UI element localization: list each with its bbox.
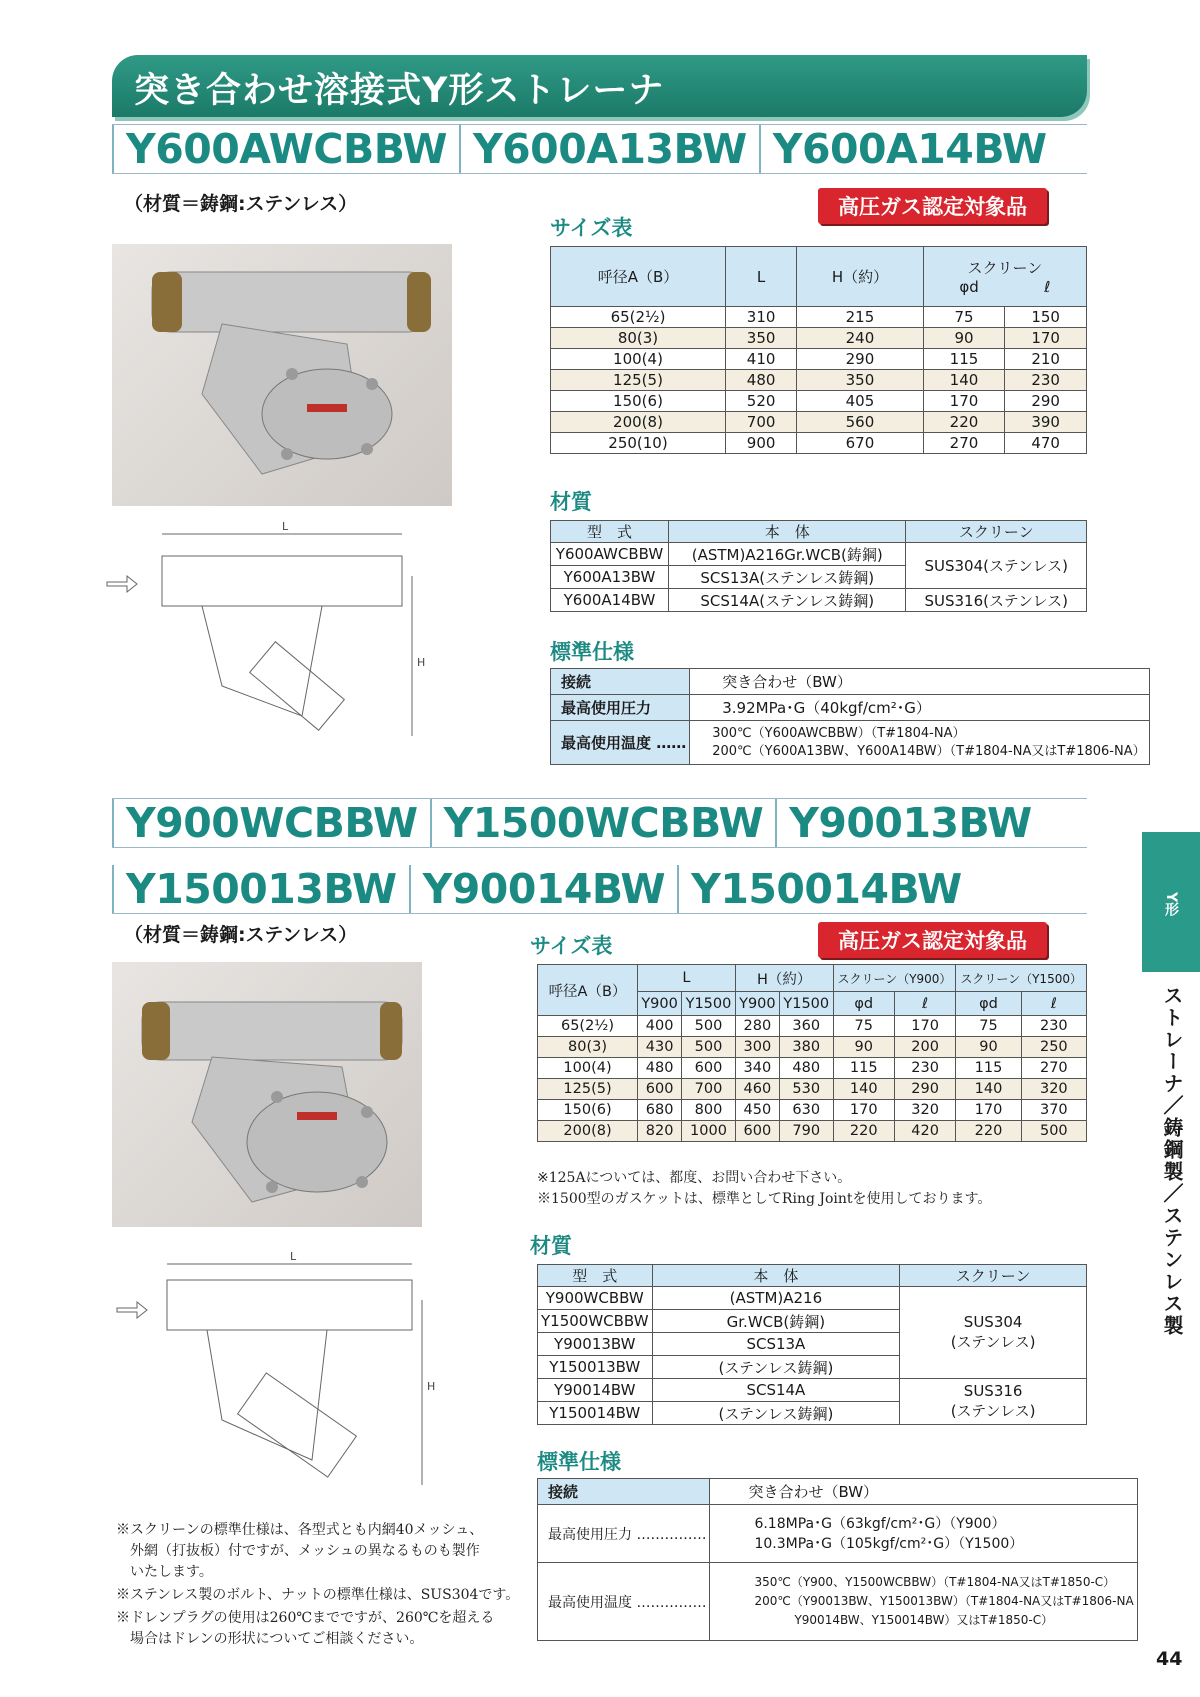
- table-cell: 600: [682, 1058, 736, 1079]
- table-cell: 450: [735, 1100, 779, 1121]
- table-row: [551, 349, 1087, 370]
- dimension-drawing: [102, 516, 432, 756]
- header-phid: φd: [833, 992, 894, 1016]
- material-body: SCS14A: [652, 1379, 900, 1402]
- spec-temp-2: 200℃（Y600A13BW、Y600A14BW）（T#1804-NA又はT#1806-NA）: [712, 743, 1146, 759]
- table-cell: 320: [1021, 1079, 1086, 1100]
- table-cell: 150(6): [551, 391, 726, 412]
- model-name: Y90013BW: [775, 799, 1044, 847]
- table-cell: 170: [1005, 328, 1087, 349]
- table-cell: 470: [1005, 433, 1087, 454]
- table-cell: 170: [956, 1100, 1021, 1121]
- spec-title: 標準仕様: [550, 640, 634, 664]
- table-cell: 90: [923, 328, 1005, 349]
- table-row: [538, 1016, 1087, 1037]
- table-cell: 680: [638, 1100, 682, 1121]
- table-cell: 630: [779, 1100, 833, 1121]
- table-cell: 500: [682, 1037, 736, 1058]
- table-cell: 370: [1021, 1100, 1086, 1121]
- table-cell: 790: [779, 1121, 833, 1142]
- table-cell: 115: [833, 1058, 894, 1079]
- header-phid: φd: [956, 992, 1021, 1016]
- spec-pressure-2: 10.3MPa･G（105kgf/cm²･G）（Y1500）: [754, 1535, 1024, 1552]
- table-note: ※125Aについては、都度、お問い合わせ下さい。: [537, 1170, 852, 1186]
- table-cell: 230: [894, 1058, 955, 1079]
- table-cell: 430: [638, 1037, 682, 1058]
- material-body: Gr.WCB(鋳鋼): [652, 1310, 900, 1333]
- table-row: [551, 433, 1087, 454]
- spec-temp-2a: 200℃（Y90013BW、Y150013BW）（T#1804-NA又はT#1806-NA: [754, 1594, 1134, 1608]
- spec-temp-label: 最高使用温度 ……………: [538, 1563, 710, 1641]
- table-row: [551, 412, 1087, 433]
- material-model: Y150013BW: [538, 1356, 653, 1379]
- table-row: [538, 1079, 1087, 1100]
- product-photo: [112, 962, 422, 1227]
- strainer-photo-illustration: [112, 962, 422, 1227]
- table-cell: 170: [894, 1016, 955, 1037]
- table-cell: 75: [833, 1016, 894, 1037]
- table-cell: 300: [735, 1037, 779, 1058]
- material-model: Y600AWCBBW: [551, 543, 669, 566]
- section2-model-names-row2: [112, 864, 1087, 914]
- table-cell: 150: [1005, 307, 1087, 328]
- table-cell: 600: [735, 1121, 779, 1142]
- header-screen: スクリーン: [906, 521, 1087, 543]
- table-cell: 140: [923, 370, 1005, 391]
- header-l: L: [726, 247, 797, 307]
- model-name: Y600A13BW: [459, 125, 759, 173]
- table-cell: 170: [923, 391, 1005, 412]
- model-name: Y150014BW: [677, 865, 974, 913]
- material-body: (ステンレス鋳鋼): [652, 1402, 900, 1425]
- table-row: [538, 1100, 1087, 1121]
- table-row: [551, 391, 1087, 412]
- table-cell: 290: [797, 349, 923, 370]
- table-cell: 200: [894, 1037, 955, 1058]
- material-screen: [900, 1379, 1087, 1425]
- dimension-drawing: [112, 1250, 452, 1500]
- table-cell: 280: [735, 1016, 779, 1037]
- table-cell: 75: [956, 1016, 1021, 1037]
- spec-connection-label: 接続: [551, 669, 690, 695]
- table-cell: 530: [779, 1079, 833, 1100]
- spec-table: [550, 668, 1150, 765]
- material-table: [537, 1264, 1087, 1425]
- table-cell: 230: [1005, 370, 1087, 391]
- svg-text:H: H: [417, 656, 426, 669]
- table-cell: 215: [797, 307, 923, 328]
- spec-table: [537, 1478, 1138, 1641]
- section1-model-names: [112, 124, 1087, 174]
- table-cell: 350: [797, 370, 923, 391]
- footnote: 場合はドレンの形状についてご相談ください。: [116, 1631, 424, 1647]
- table-cell: 115: [923, 349, 1005, 370]
- header-h: H（約）: [735, 965, 833, 992]
- svg-text:L: L: [282, 520, 289, 533]
- table-cell: 405: [797, 391, 923, 412]
- table-cell: 900: [726, 433, 797, 454]
- table-cell: 1000: [682, 1121, 736, 1142]
- table-cell: 90: [956, 1037, 1021, 1058]
- header-h-y900: Y900: [735, 992, 779, 1016]
- table-cell: 360: [779, 1016, 833, 1037]
- table-cell: 460: [735, 1079, 779, 1100]
- page-title: 突き合わせ溶接式Y形ストレーナ: [134, 71, 665, 111]
- header-screen-y900: スクリーン（Y900）: [833, 965, 956, 992]
- table-cell: 220: [833, 1121, 894, 1142]
- table-row: [538, 1058, 1087, 1079]
- table-cell: 700: [726, 412, 797, 433]
- material-model: Y1500WCBBW: [538, 1310, 653, 1333]
- material-screen-line: SUS304: [963, 1313, 1023, 1331]
- material-model: Y90014BW: [538, 1379, 653, 1402]
- table-cell: 90: [833, 1037, 894, 1058]
- spec-temp-1: 300℃（Y600AWCBBW）（T#1804-NA）: [712, 725, 966, 741]
- table-cell: 210: [1005, 349, 1087, 370]
- table-cell: 220: [956, 1121, 1021, 1142]
- header-body: 本 体: [669, 521, 906, 543]
- material-body: (ステンレス鋳鋼): [652, 1356, 900, 1379]
- footnote: 外網（打抜板）付ですが、メッシュの異なるものも製作: [116, 1543, 480, 1559]
- size-table-title: サイズ表: [550, 216, 633, 240]
- section2-model-names-row1: [112, 798, 1087, 848]
- table-row: [538, 1121, 1087, 1142]
- footnote: いたします。: [116, 1564, 213, 1580]
- model-name: Y90014BW: [409, 865, 678, 913]
- material-model: Y600A13BW: [551, 566, 669, 589]
- spec-temp-label: 最高使用温度 ……: [551, 721, 690, 765]
- material-model: Y900WCBBW: [538, 1287, 653, 1310]
- table-cell: 340: [735, 1058, 779, 1079]
- header-body: 本 体: [652, 1265, 900, 1287]
- header-h-y1500: Y1500: [779, 992, 833, 1016]
- table-cell: 480: [726, 370, 797, 391]
- material-body: (ASTM)A216: [652, 1287, 900, 1310]
- footnote: ※ステンレス製のボルト、ナットの標準仕様は、SUS304です。: [116, 1587, 520, 1603]
- spec-title: 標準仕様: [537, 1450, 621, 1474]
- product-photo: [112, 244, 452, 506]
- side-category-text: ストレーナ／鋳鋼製／ステンレス製: [1160, 985, 1184, 1337]
- table-cell: 310: [726, 307, 797, 328]
- footnote: ※ドレンプラグの使用は260℃までですが、260℃を超える: [116, 1610, 495, 1626]
- spec-pressure-label: 最高使用圧力 ……………: [538, 1505, 710, 1563]
- table-row: [551, 307, 1087, 328]
- title-banner: [112, 55, 1087, 117]
- material-title: 材質: [550, 490, 592, 514]
- page-number: 44: [1156, 1648, 1183, 1670]
- size-table: [550, 246, 1087, 454]
- table-cell: 290: [894, 1079, 955, 1100]
- table-cell: 480: [779, 1058, 833, 1079]
- material-model: Y600A14BW: [551, 589, 669, 612]
- material-body: SCS14A(ステンレス鋳鋼): [669, 589, 906, 612]
- material-screen-line: (ステンレス): [950, 1402, 1036, 1420]
- material-note: （材質＝鋳鋼:ステンレス）: [124, 193, 358, 215]
- table-cell: 125(5): [538, 1079, 638, 1100]
- spec-pressure-values: [710, 1505, 1137, 1563]
- table-cell: 560: [797, 412, 923, 433]
- header-ell: ℓ: [1044, 278, 1051, 296]
- header-screen: [923, 247, 1086, 307]
- side-index-tab[interactable]: [1142, 832, 1200, 972]
- material-body: SCS13A(ステンレス鋳鋼): [669, 566, 906, 589]
- header-h: H（約）: [797, 247, 923, 307]
- model-name: Y900WCBBW: [112, 799, 430, 847]
- header-screen: スクリーン: [900, 1265, 1087, 1287]
- material-table: [550, 520, 1087, 612]
- header-screen-y1500: スクリーン（Y1500）: [956, 965, 1087, 992]
- model-name: Y150013BW: [112, 865, 409, 913]
- table-cell: 220: [923, 412, 1005, 433]
- table-cell: 100(4): [538, 1058, 638, 1079]
- table-cell: 140: [956, 1079, 1021, 1100]
- material-screen-line: (ステンレス): [950, 1333, 1036, 1351]
- material-body: SCS13A: [652, 1333, 900, 1356]
- spec-pressure-label: 最高使用圧力: [551, 695, 690, 721]
- table-cell: 480: [638, 1058, 682, 1079]
- header-model: 型 式: [538, 1265, 653, 1287]
- table-cell: 80(3): [551, 328, 726, 349]
- size-table-body: [551, 307, 1087, 454]
- spec-pressure-1: 6.18MPa･G（63kgf/cm²･G）（Y900）: [754, 1515, 1006, 1532]
- table-cell: 500: [682, 1016, 736, 1037]
- table-cell: 100(4): [551, 349, 726, 370]
- table-cell: 125(5): [551, 370, 726, 391]
- table-cell: 270: [923, 433, 1005, 454]
- spec-temp-values: [690, 721, 1149, 765]
- table-cell: 390: [1005, 412, 1087, 433]
- model-name: Y600AWCBBW: [112, 125, 459, 173]
- table-cell: 290: [1005, 391, 1087, 412]
- table-cell: 800: [682, 1100, 736, 1121]
- table-note: ※1500型のガスケットは、標準としてRing Jointを使用しております。: [537, 1191, 992, 1207]
- table-cell: 500: [1021, 1121, 1086, 1142]
- header-l: L: [638, 965, 736, 992]
- table-cell: 250: [1021, 1037, 1086, 1058]
- material-model: Y150014BW: [538, 1402, 653, 1425]
- header-screen-label: スクリーン: [967, 259, 1043, 277]
- table-cell: 140: [833, 1079, 894, 1100]
- table-cell: 250(10): [551, 433, 726, 454]
- header-model: 型 式: [551, 521, 669, 543]
- table-cell: 150(6): [538, 1100, 638, 1121]
- size-table-body: [538, 1016, 1087, 1142]
- table-cell: 75: [923, 307, 1005, 328]
- table-row: [538, 1037, 1087, 1058]
- table-cell: 420: [894, 1121, 955, 1142]
- table-cell: 200(8): [551, 412, 726, 433]
- model-name: Y1500WCBBW: [430, 799, 776, 847]
- table-cell: 410: [726, 349, 797, 370]
- strainer-photo-illustration: [112, 244, 452, 506]
- table-cell: 820: [638, 1121, 682, 1142]
- material-screen-line: SUS316: [963, 1382, 1023, 1400]
- table-cell: 230: [1021, 1016, 1086, 1037]
- header-l-y1500: Y1500: [682, 992, 736, 1016]
- spec-connection: 突き合わせ（BW）: [690, 669, 1149, 695]
- material-note: （材質＝鋳鋼:ステンレス）: [124, 924, 358, 946]
- material-screen: SUS316(ステンレス): [906, 589, 1087, 612]
- table-cell: 380: [779, 1037, 833, 1058]
- model-name: Y600A14BW: [759, 125, 1059, 173]
- svg-text:H: H: [427, 1380, 436, 1393]
- size-table: [537, 964, 1087, 1142]
- footnote: ※スクリーンの標準仕様は、各型式とも内網40メッシュ、: [116, 1522, 484, 1538]
- material-model: Y90013BW: [538, 1333, 653, 1356]
- table-cell: 170: [833, 1100, 894, 1121]
- material-screen: [900, 1287, 1087, 1379]
- table-cell: 65(2½): [538, 1016, 638, 1037]
- certification-badge: 高圧ガス認定対象品: [818, 922, 1047, 958]
- header-size: 呼径A（B）: [538, 965, 638, 1016]
- header-ell: ℓ: [894, 992, 955, 1016]
- table-cell: 270: [1021, 1058, 1086, 1079]
- table-cell: 200(8): [538, 1121, 638, 1142]
- material-body: (ASTM)A216Gr.WCB(鋳鋼): [669, 543, 906, 566]
- header-l-y900: Y900: [638, 992, 682, 1016]
- spec-temp-1: 350℃（Y900、Y1500WCBBW）（T#1804-NA又はT#1850-C）: [754, 1575, 1116, 1589]
- spec-connection-label: 接続: [538, 1479, 710, 1505]
- spec-temp-values: [710, 1563, 1137, 1641]
- material-title: 材質: [530, 1234, 572, 1258]
- spec-pressure: 3.92MPa･G（40kgf/cm²･G）: [690, 695, 1149, 721]
- strainer-drawing: [112, 1250, 452, 1500]
- table-cell: 400: [638, 1016, 682, 1037]
- material-screen: SUS304(ステンレス): [906, 543, 1087, 589]
- table-cell: 600: [638, 1079, 682, 1100]
- spec-temp-2b: Y90014BW、Y150014BW）又はT#1850-C）: [794, 1613, 1054, 1627]
- header-phid: φd: [959, 278, 979, 296]
- table-cell: 80(3): [538, 1037, 638, 1058]
- table-cell: 350: [726, 328, 797, 349]
- certification-badge: 高圧ガス認定対象品: [818, 188, 1047, 224]
- table-row: [551, 370, 1087, 391]
- side-tab-label: Y形: [1163, 892, 1179, 917]
- table-cell: 670: [797, 433, 923, 454]
- header-ell: ℓ: [1021, 992, 1086, 1016]
- table-cell: 320: [894, 1100, 955, 1121]
- table-cell: 520: [726, 391, 797, 412]
- table-row: [551, 328, 1087, 349]
- table-cell: 65(2½): [551, 307, 726, 328]
- svg-text:L: L: [290, 1250, 297, 1263]
- spec-connection: 突き合わせ（BW）: [710, 1479, 1137, 1505]
- size-table-title: サイズ表: [530, 934, 613, 958]
- table-cell: 115: [956, 1058, 1021, 1079]
- table-cell: 700: [682, 1079, 736, 1100]
- table-cell: 240: [797, 328, 923, 349]
- header-size: 呼径A（B）: [551, 247, 726, 307]
- strainer-drawing: [102, 516, 432, 756]
